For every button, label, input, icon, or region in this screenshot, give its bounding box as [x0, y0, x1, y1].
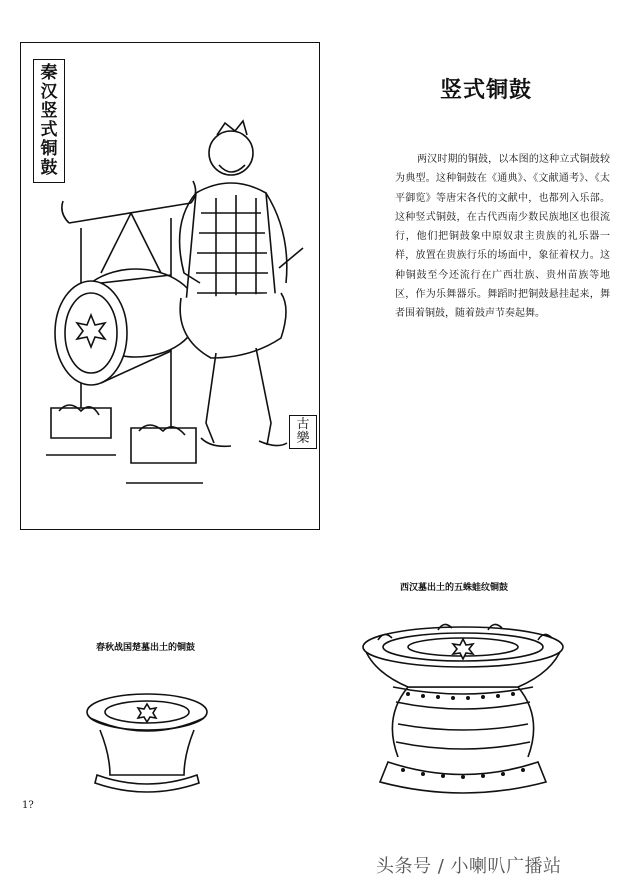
- article-body: 两汉时期的铜鼓，以本图的这种立式铜鼓较为典型。这种铜鼓在《通典》、《文献通考》、《太平御览》等唐宋各代的文献中，也都列入乐部。这种竖式铜鼓，在古代西南少数民族地区也很流行，他们把铜鼓象中原奴隶主贵族的礼乐器一样，放置在贵族行乐的场面中，象征着权力。这种铜鼓至今还流行在广西壮族、贵州苗族等地区，作为乐舞器乐。舞蹈时把铜鼓悬挂起来，舞者围着铜鼓，随着鼓声节奏起舞。: [395, 154, 610, 320]
- western-han-bronze-drum-drawing: [358, 612, 568, 792]
- chu-tomb-bronze-drum-drawing: [82, 690, 212, 790]
- illustration-frame: [20, 42, 320, 530]
- vertical-title-char: 竖: [40, 101, 58, 121]
- article-title: 竖式铜鼓: [440, 78, 533, 103]
- vertical-title-char: 鼓: [40, 158, 58, 178]
- vertical-title-char: 式: [40, 120, 58, 140]
- caption-left-drum: 春秋战国楚墓出土的铜鼓: [96, 643, 196, 653]
- seal-char: 樂: [296, 431, 310, 446]
- warrior-drum-illustration: [21, 43, 321, 531]
- page-number: 1?: [22, 800, 34, 811]
- vertical-title-char: 秦: [40, 63, 58, 83]
- seal-char: 古: [296, 417, 310, 432]
- caption-right-drum: 西汉墓出土的五蛛蛙纹铜鼓: [400, 583, 509, 593]
- vertical-title-box: [33, 59, 65, 183]
- artist-seal: [289, 415, 317, 449]
- watermark: 头条号 / 小喇叭广播站: [376, 856, 562, 877]
- vertical-title-char: 铜: [40, 139, 58, 159]
- vertical-title-char: 汉: [40, 82, 58, 102]
